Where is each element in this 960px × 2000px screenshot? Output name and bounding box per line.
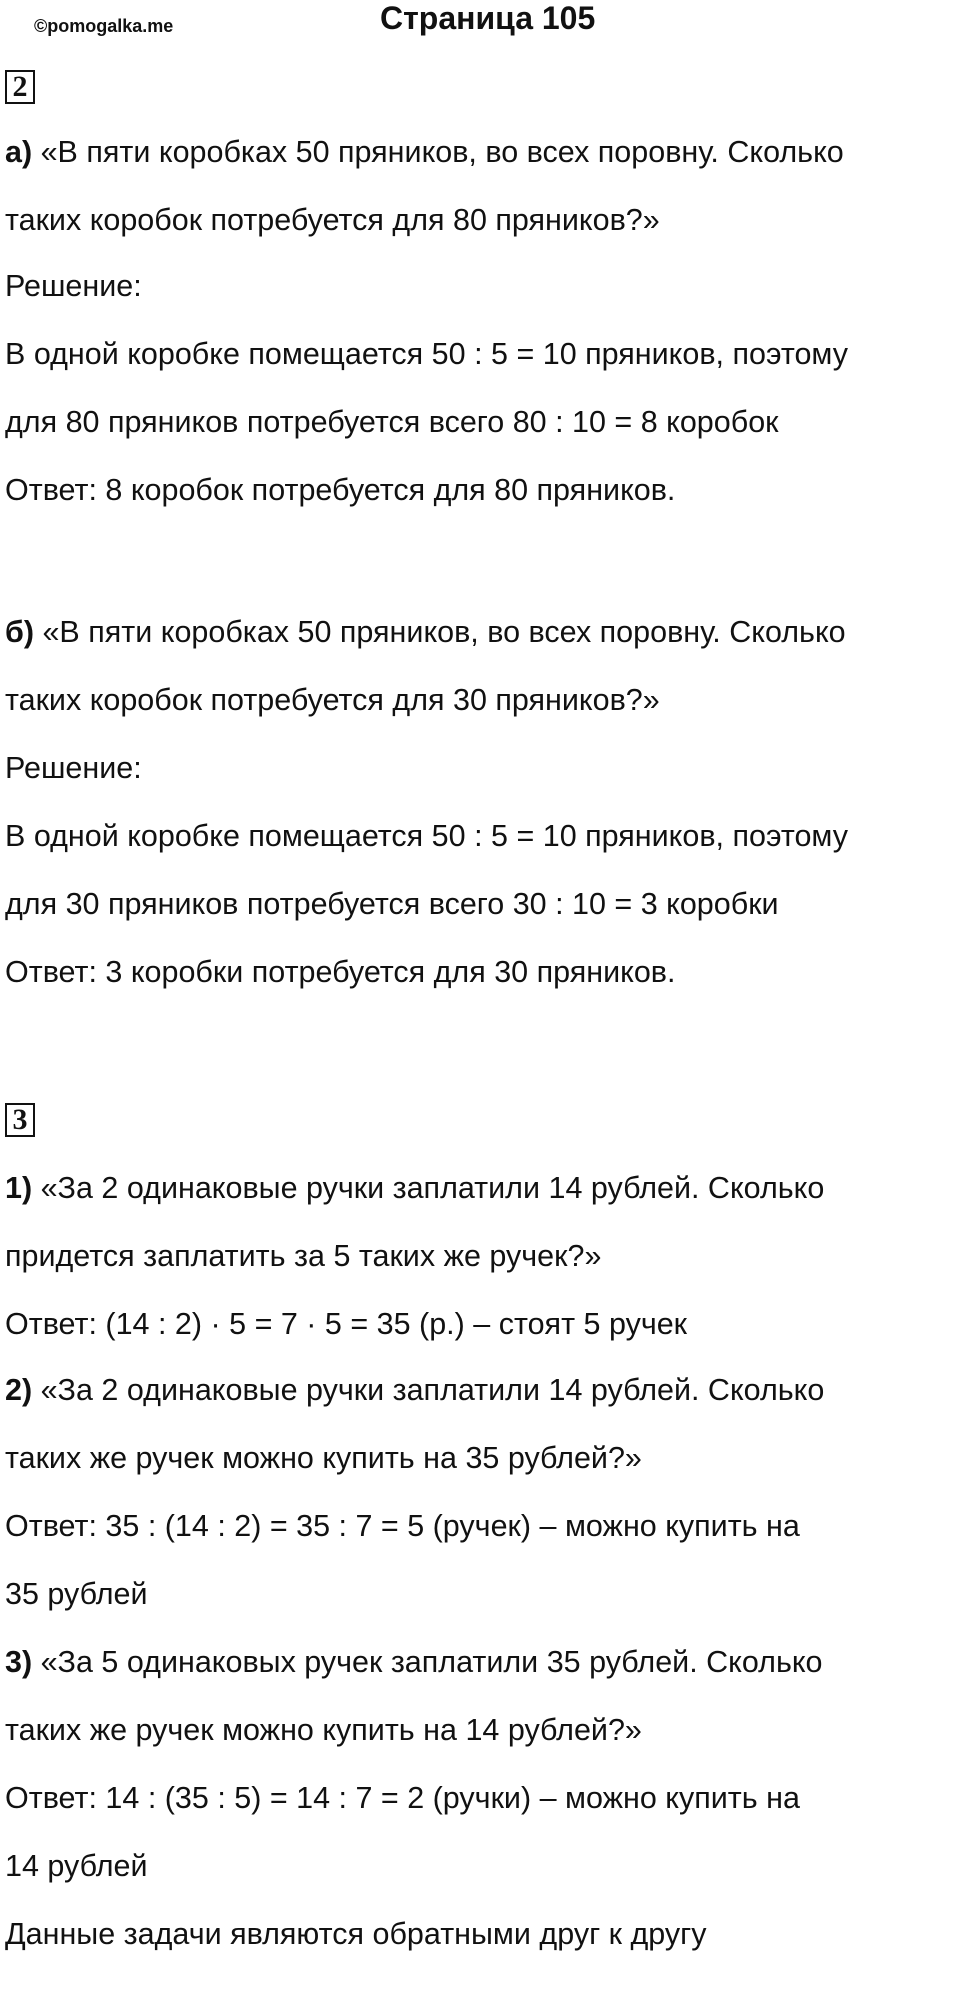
task-2-number: 2 (5, 70, 35, 104)
task-3-conclusion: Данные задачи являются обратными друг к другу (5, 1917, 707, 1951)
task-2b-text-1: «В пяти коробках 50 пряников, во всех поровну. Сколько (34, 615, 846, 649)
task-2a-text-1: «В пяти коробках 50 пряников, во всех поровну. Сколько (32, 135, 844, 169)
task-3-3-answer-1: Ответ: 14 : (35 : 5) = 14 : 7 = 2 (ручки) – можно купить на (5, 1781, 800, 1815)
task-3-3-line-2: таких же ручек можно купить на 14 рублей?» (5, 1713, 642, 1747)
task-3-1-line-2: придется заплатить за 5 таких же ручек?» (5, 1239, 602, 1273)
task-2b-line-1 (5, 612, 846, 652)
task-2b-answer: Ответ: 3 коробки потребуется для 30 пряников. (5, 955, 676, 989)
task-2a-solution-label: Решение: (5, 269, 142, 303)
task-3-3-answer-2: 14 рублей (5, 1849, 148, 1883)
task-3-3-text-1: «За 5 одинаковых ручек заплатили 35 рублей. Сколько (32, 1645, 823, 1679)
watermark: ©pomogalka.me (34, 16, 174, 36)
task-3-2-answer-2: 35 рублей (5, 1577, 148, 1611)
task-2b-solution-1: В одной коробке помещается 50 : 5 = 10 пряников, поэтому (5, 819, 848, 853)
task-3-2-marker: 2) (5, 1373, 33, 1407)
task-3-2-answer-1: Ответ: 35 : (14 : 2) = 35 : 7 = 5 (ручек) – можно купить на (5, 1509, 800, 1543)
task-2b-solution-2: для 30 пряников потребуется всего 30 : 10 = 3 коробки (5, 887, 779, 921)
task-2a-solution-1: В одной коробке помещается 50 : 5 = 10 пряников, поэтому (5, 337, 848, 371)
task-3-1-marker: 1) (5, 1171, 33, 1205)
task-3-3-line-1 (5, 1642, 823, 1682)
task-2a-solution-2: для 80 пряников потребуется всего 80 : 10 = 8 коробок (5, 405, 779, 439)
task-3-1-answer: Ответ: (14 : 2) · 5 = 7 · 5 = 35 (р.) – стоят 5 ручек (5, 1307, 688, 1341)
task-2a-line-2: таких коробок потребуется для 80 пряников?» (5, 203, 660, 237)
task-2b-solution-label: Решение: (5, 751, 142, 785)
task-3-2-line-1 (5, 1370, 824, 1410)
task-3-2-line-2: таких же ручек можно купить на 35 рублей?» (5, 1441, 642, 1475)
page-title: Страница 105 (380, 0, 596, 36)
task-2a-marker: а) (5, 135, 33, 169)
task-3-3-marker: 3) (5, 1645, 33, 1679)
task-3-1-line-1 (5, 1168, 824, 1208)
task-2b-line-2: таких коробок потребуется для 30 пряников?» (5, 683, 660, 717)
task-3-2-text-1: «За 2 одинаковые ручки заплатили 14 рублей. Сколько (32, 1373, 825, 1407)
task-2a-answer: Ответ: 8 коробок потребуется для 80 пряников. (5, 473, 676, 507)
task-3-1-text-1: «За 2 одинаковые ручки заплатили 14 рублей. Сколько (32, 1171, 825, 1205)
task-2a-line-1 (5, 132, 844, 172)
task-2b-marker: б) (5, 615, 34, 649)
task-3-number: 3 (5, 1103, 35, 1137)
